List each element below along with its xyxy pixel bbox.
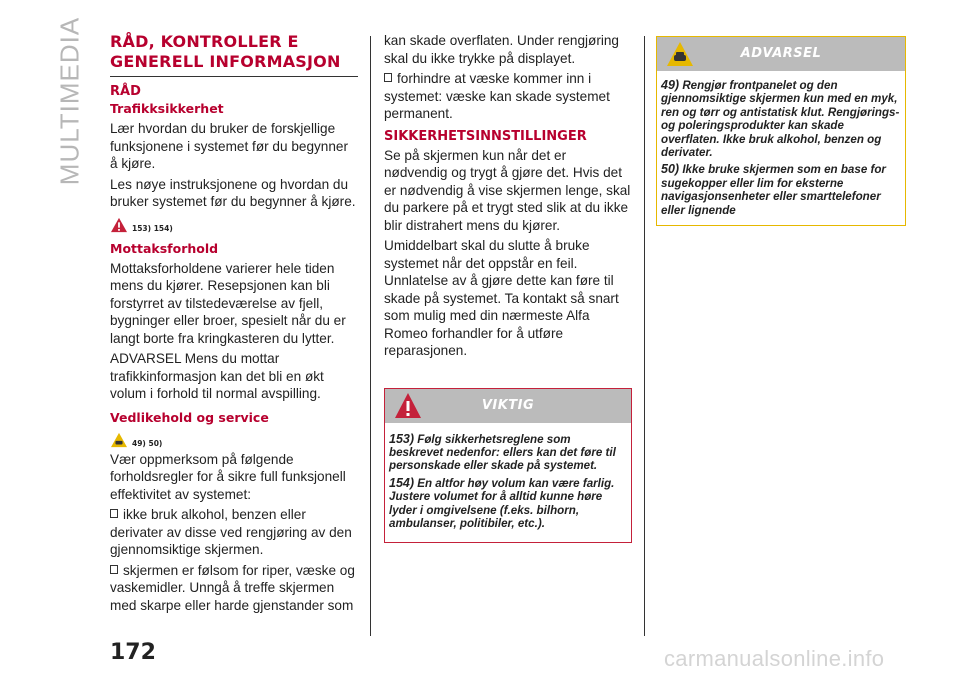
column-divider-1 [370,36,371,636]
side-tab-label: MULTIMEDIA [54,16,85,186]
viktig-label: VIKTIG [481,397,535,413]
paragraph-precautions: Vær oppmerksom på følgende forholdsregler for å sikre full funksjonell effektivitet av systemet: [110,451,346,502]
section-title-line-1: RÅD, KONTROLLER E [110,32,299,51]
paragraph-continued: kan skade overflaten. Under rengjøring skal du ikke trykke på displayet. [384,33,619,66]
heading-safety-settings: SIKKERHETSINNSTILLINGER [384,128,587,144]
bullet-item [110,562,358,615]
note-154 [389,477,627,531]
heading-rad: RÅD [110,84,141,99]
title-rule [110,76,358,77]
paragraph-stop-use: Umiddelbart skal du slutte å bruke systemet når det oppstår en feil. Unnlatelse av å gjøre dette kan føre til skade på systemet. Ta kontakt så snart som mulig med din nærmeste Alfa Romeo forhandler for å utføre reparasjonen. [384,238,619,358]
section-side-tab [50,16,90,186]
column-1 [110,32,358,614]
paragraph-reception: Mottaksforholdene varierer hele tiden mens du kjører. Resepsjonen kan bli forstyrret av tilstedeværelse av fjell, bygninger eller broer, spesielt når du er langt borte fra kringkasteren du lytter. [110,260,346,346]
note-text: Rengjør frontpanelet og den gjennomsiktige skjermen kun med en myk, ren og tørr og antistatisk klut. Rengjørings- og poleringsprodukter kan skade overflaten. Ikke bruk alkohol, benzen og derivater. [661,79,900,160]
bullet-item [384,70,632,123]
advarsel-label: ADVARSEL [740,46,822,61]
paragraph-read: Les nøye instruksjonene og hvordan du bruker systemet før du begynner å kjøre. [110,176,356,209]
bullet-box-icon [110,509,118,518]
note-49 [661,79,901,159]
note-number: 154) [389,475,415,490]
note-text: Følg sikkerhetsreglene som beskrevet nedenfor: ellers kan det føre til personskade eller skade på systemet. [389,432,616,473]
reference-153-154 [110,215,358,233]
bullet-item [110,506,358,559]
viktig-box [384,388,632,544]
bullet-box-icon [110,565,118,574]
advarsel-box [656,36,906,226]
column-2 [384,32,632,543]
heading-reception: Mottaksforhold [110,240,219,256]
note-text: En altfor høy volum kan være farlig. Justere volumet for å alltid kunne høre lyder i omgivelsene (f.eks. bilhorn, ambulanser, politibiler, etc.). [389,476,615,530]
bullet-text: skjermen er følsom for riper, væske og vaskemidler. Unngå å treffe skjermen med skarpe eller harde gjenstander som [110,562,355,613]
bullet-box-icon [384,73,392,82]
watermark: carmanualsonline.info [664,646,885,671]
reference-49-50 [110,430,358,448]
section-title-line-2: GENERELL INFORMASJON [110,52,341,71]
viktig-header [385,389,631,423]
page-number: 172 [110,640,156,665]
reference-text: 49) 50) [132,438,163,448]
note-153 [389,433,627,473]
paragraph-look-screen: Se på skjermen kun når det er nødvendig og trygt å gjøre det. Hvis det er nødvendig å vise skjermen lenge, skal du parkere på et trygt sted slik at du ikke blir distrahert mens du kjører. [384,147,631,233]
advarsel-body [657,71,905,225]
note-number: 49) [661,78,680,92]
paragraph-advarsel: ADVARSEL Mens du mottar trafikkinformasjon kan det bli en økt volum i forhold til normal avspilling. [110,351,324,401]
note-number: 50) [661,162,680,177]
warning-car-icon [110,432,128,448]
bullet-text: ikke bruk alkohol, benzen eller derivater av disse ved rengjøring av den gjennomsiktige skjermen. [110,507,352,557]
column-3 [656,36,906,226]
note-text: Ikke bruke skjermen som en base for sugekopper eller lim for eksterne navigasjonsenheter eller smarttelefoner eller lignende [661,163,886,217]
paragraph-learn: Lær hvordan du bruker de forskjellige funksjonene i systemet før du begynner å kjøre. [110,121,349,171]
note-number: 153) [389,431,415,446]
bullet-text: forhindre at væske kommer inn i systemet: væske kan skade systemet permanent. [384,71,610,121]
viktig-body [385,423,631,543]
heading-traffic-safety: Trafikksikkerhet [110,101,224,116]
heading-maintenance: Vedlikehold og service [110,409,269,425]
advarsel-header [657,37,905,71]
column-divider-2 [644,36,645,636]
danger-triangle-icon [110,217,128,233]
reference-text: 153) 154) [132,223,173,233]
note-50 [661,163,901,217]
section-title [110,32,358,72]
